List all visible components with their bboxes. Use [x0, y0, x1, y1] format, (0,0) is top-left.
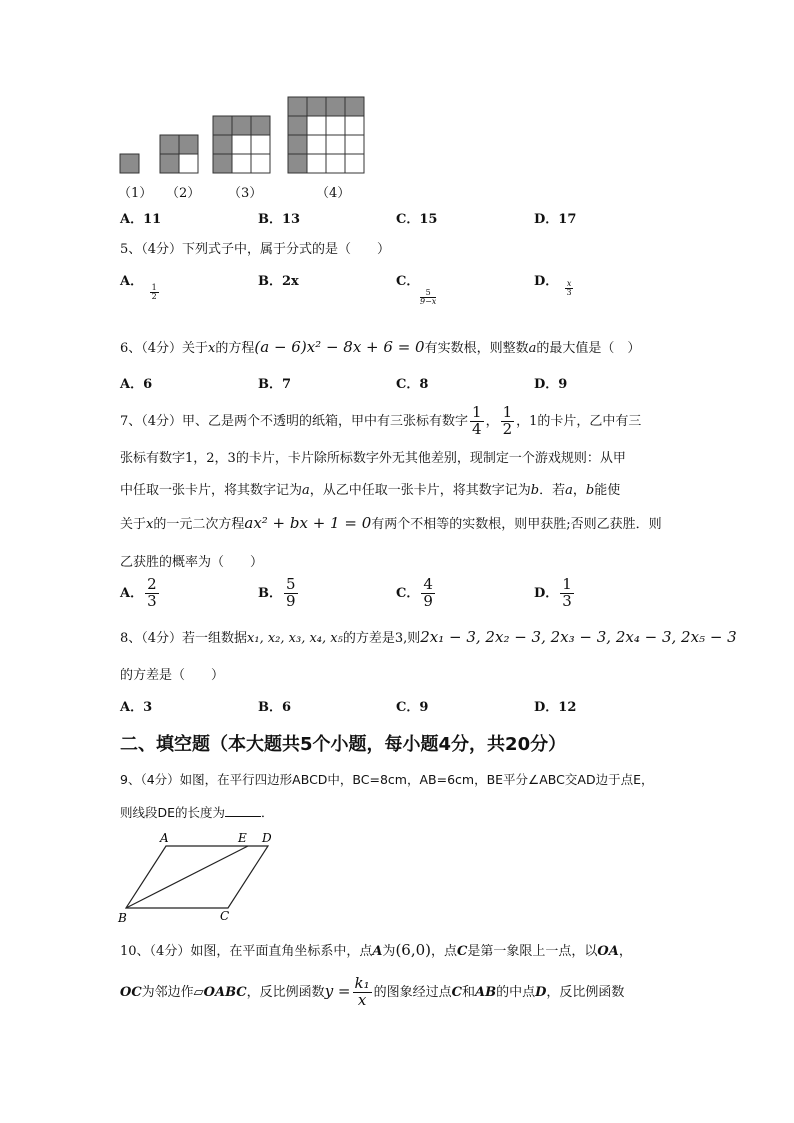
q6-option-a[interactable]: A．6: [120, 377, 153, 392]
q5-stem: 5、（4分）下列式子中，属于分式的是（ ）: [120, 242, 391, 257]
q6-option-c[interactable]: C．8: [396, 377, 429, 392]
q8-option-d[interactable]: D．12: [534, 700, 577, 715]
q7-line-4: 关于x的一元二次方程ax² + bx + 1 = 0有两个不相等的实数根，则甲获胜;否则乙获胜．则: [120, 514, 662, 532]
q8-option-a[interactable]: A．3: [120, 700, 153, 715]
q8-option-b[interactable]: B．6: [258, 700, 292, 715]
q9-answer-blank[interactable]: [225, 804, 261, 817]
q7-line-5: 乙获胜的概率为（ ）: [120, 555, 264, 570]
q5-option-d[interactable]: D． $\frac{x}{3}$: [534, 274, 572, 297]
square-pattern-figure: [118, 94, 368, 176]
q5-option-c[interactable]: C． $\frac{5}{9-x}$: [396, 274, 437, 307]
q5-option-a[interactable]: A． $\frac{1}{2}$: [120, 274, 157, 301]
q8-line-1: 8、（4分）若一组数据x₁, x₂, x₃, x₄, x₅的方差是3,则2x₁ − 3, 2x₂ − 3, 2x₃ − 3, 2x₄ − 3, 2x₅ − 3: [120, 628, 737, 646]
q4-option-b[interactable]: B．13: [258, 212, 301, 227]
point-label-c: C: [220, 909, 230, 923]
figure-label-2: （2）: [166, 186, 201, 201]
q7-line-3: 中任取一张卡片，将其数字记为a，从乙中任取一张卡片，将其数字记为b．若a，b能使: [120, 483, 621, 498]
q4-option-a[interactable]: A．11: [120, 212, 162, 227]
q5-option-b[interactable]: B．2x: [258, 274, 299, 289]
q6-option-b[interactable]: B．7: [258, 377, 292, 392]
q7-option-d[interactable]: D． $\frac{1}{3}$: [534, 575, 572, 610]
point-label-d: D: [262, 831, 272, 845]
q7-option-a[interactable]: A． $\frac{2}{3}$: [120, 575, 157, 610]
q6-option-d[interactable]: D．9: [534, 377, 568, 392]
figure-label-4: （4）: [316, 186, 351, 201]
q7-option-b[interactable]: B． $\frac{5}{9}$: [258, 575, 296, 610]
point-label-b: B: [118, 911, 127, 925]
figure-label-3: （3）: [228, 186, 263, 201]
q7-option-c[interactable]: C． $\frac{4}{9}$: [396, 575, 433, 610]
q7-line-2: 张标有数字1，2，3的卡片，卡片除所标数字外无其他差别，现制定一个游戏规则：从甲: [120, 451, 626, 466]
q9-line-1: 9、（4分）如图，在平行四边形ABCD中，BC=8cm，AB=6cm，BE平分∠ABC交AD边于点E，: [120, 772, 654, 787]
q8-line-2: 的方差是（ ）: [120, 668, 225, 683]
figure-label-1: （1）: [118, 186, 153, 201]
q10-line-2: OC为邻边作▱OABC，反比例函数y = $\frac{\text{k₁}}{x}$ 的图象经过点C和AB的中点D，反比例函数: [120, 974, 625, 1009]
section-2-heading: 二、填空题（本大题共5个小题，每小题4分，共20分）: [120, 734, 567, 755]
q10-line-1: 10、（4分）如图，在平面直角坐标系中，点A为(6,0)，点C是第一象限上一点，以OA，: [120, 941, 632, 959]
q8-option-c[interactable]: C．9: [396, 700, 429, 715]
q6-stem: 6、（4分）关于x的方程(a − 6)x² − 8x + 6 = 0有实数根，则整数a的最大值是（ ）: [120, 338, 641, 356]
parallelogram-figure: [112, 826, 282, 926]
q7-line-1: 7、（4分）甲、乙是两个不透明的纸箱，甲中有三张标有数字 $\frac{1}{4}$ ， $\frac{1}{2}$ ，1的卡片，乙中有三: [120, 403, 642, 438]
q4-option-c[interactable]: C．15: [396, 212, 438, 227]
q4-option-d[interactable]: D．17: [534, 212, 577, 227]
point-label-e: E: [238, 831, 247, 845]
q9-line-2: 则线段DE的长度为 ．: [120, 805, 274, 820]
point-label-a: A: [160, 831, 169, 845]
